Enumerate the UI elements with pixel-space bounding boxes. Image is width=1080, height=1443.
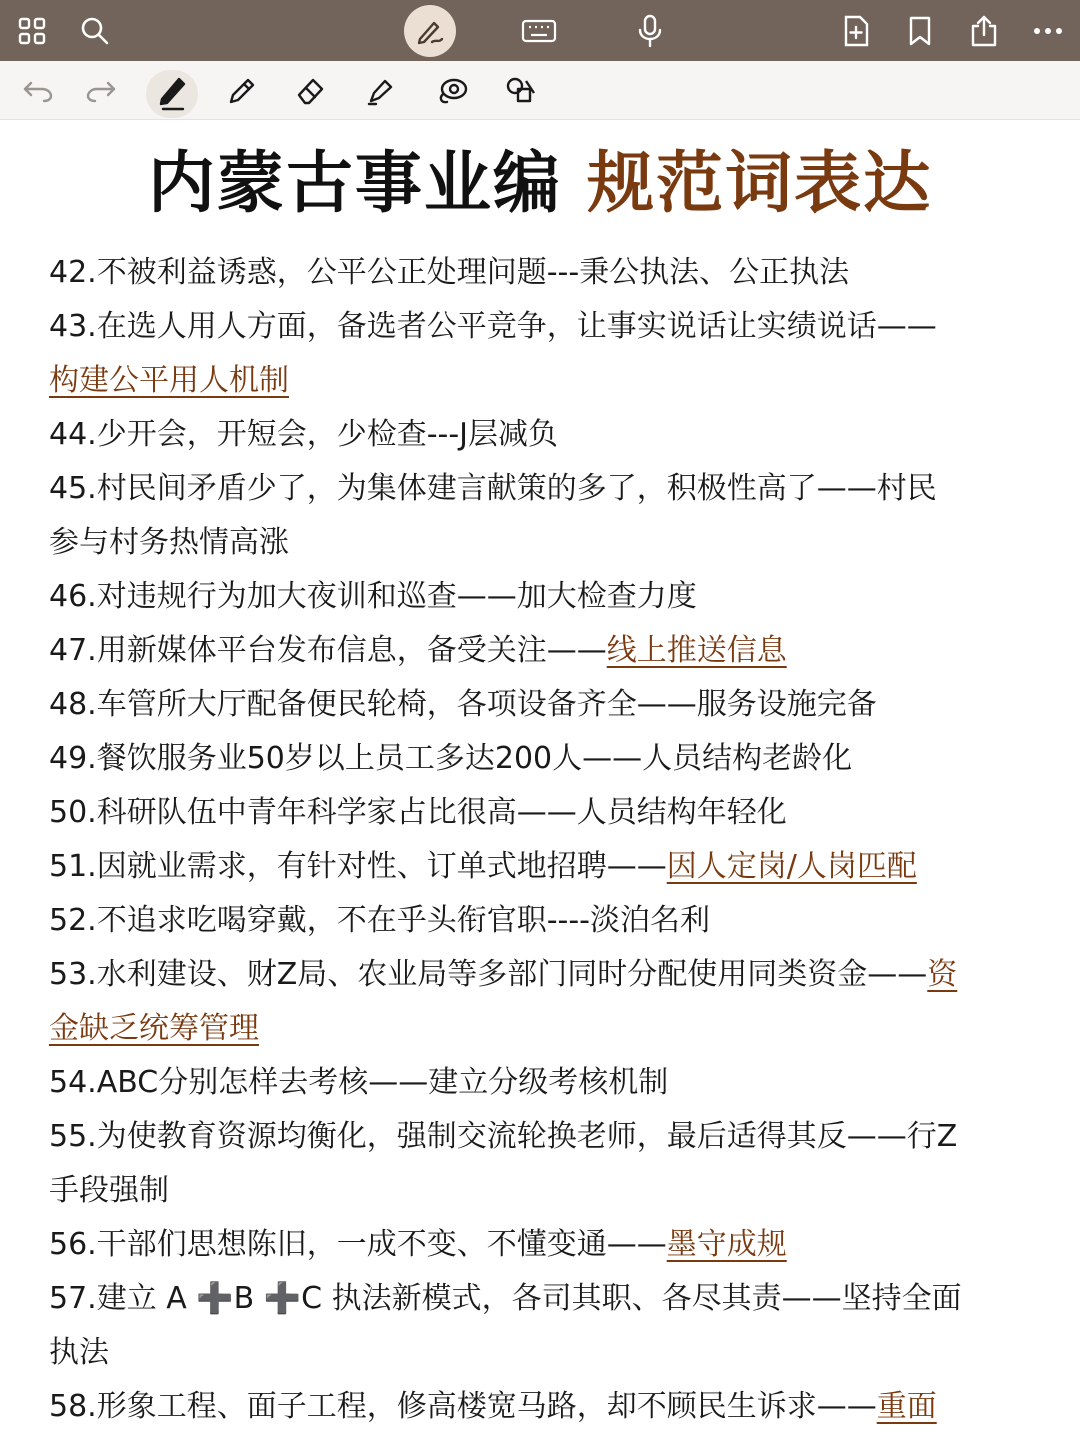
search-icon[interactable]	[74, 10, 116, 52]
title-part-2: 规范词表达	[587, 144, 933, 222]
note-content	[49, 246, 1039, 1434]
note-line: 48.车管所大厅配备便民轮椅，各项设备齐全——服务设施完备	[49, 687, 877, 722]
note-line: 45.村民间矛盾少了，为集体建言献策的多了，积极性高了——村民	[49, 471, 937, 506]
note-line: 50.科研队伍中青年科学家占比很高——人员结构年轻化	[49, 795, 787, 830]
note-line: 执法	[49, 1335, 109, 1370]
note-line: 54.ABC分别怎样去考核——建立分级考核机制	[49, 1065, 669, 1100]
highlight-term: 线上推送信息	[606, 633, 787, 668]
note-line: 46.对违规行为加大夜训和巡查——加大检查力度	[49, 579, 697, 614]
bookmark-icon[interactable]	[899, 10, 941, 52]
add-page-icon[interactable]	[835, 10, 877, 52]
note-line: 参与村务热情高涨	[49, 525, 289, 560]
highlight-term: 重面	[876, 1389, 937, 1424]
highlight-term: 墨守成规	[666, 1227, 787, 1262]
redo-icon[interactable]	[80, 70, 122, 112]
shapes-icon[interactable]	[500, 70, 542, 112]
highlight-term: 因人定岗/人岗匹配	[666, 849, 917, 884]
note-line	[49, 354, 1039, 408]
note-line: 55.为使教育资源均衡化，强制交流轮换老师，最后适得其反——行Z	[49, 1119, 958, 1154]
highlight-term: 资	[927, 957, 958, 992]
note-line	[49, 1002, 1039, 1056]
note-line: 43.在选人用人方面，备选者公平竞争，让事实说话让实绩说话——	[49, 309, 937, 344]
highlight-term: 构建公平用人机制	[49, 363, 289, 398]
highlight-term: 金缺乏统筹管理	[49, 1011, 259, 1046]
title-part-1: 内蒙古事业编	[147, 144, 588, 222]
pencil-icon[interactable]	[221, 70, 263, 112]
note-line: 57.建立 A ➕B ➕C 执法新模式，各司其职、各尽其责——坚持全面	[49, 1281, 962, 1316]
pen-tool-icon[interactable]	[151, 70, 193, 112]
lasso-icon[interactable]	[431, 70, 473, 112]
page-title	[0, 138, 1080, 228]
note-line: 51.因就业需求，有针对性、订单式地招聘——因人定岗/人岗匹配	[49, 849, 917, 884]
note-line: 42.不被利益诱惑，公平公正处理问题---秉公执法、公正执法	[49, 255, 850, 290]
note-line: 44.少开会，开短会，少检查---J层减负	[49, 417, 559, 452]
eraser-icon[interactable]	[290, 70, 332, 112]
note-line: 53.水利建设、财Z局、农业局等多部门同时分配使用同类资金——资	[49, 957, 958, 992]
more-icon[interactable]	[1027, 10, 1069, 52]
note-line: 58.形象工程、面子工程，修高楼宽马路，却不顾民生诉求——重面	[49, 1389, 937, 1424]
share-icon[interactable]	[963, 10, 1005, 52]
undo-icon[interactable]	[17, 70, 59, 112]
note-line: 手段强制	[49, 1173, 169, 1208]
note-line: 47.用新媒体平台发布信息，备受关注——线上推送信息	[49, 633, 787, 668]
note-line: 52.不追求吃喝穿戴，不在乎头衔官职----淡泊名利	[49, 903, 711, 938]
grid-icon[interactable]	[11, 10, 53, 52]
pen-mode-icon[interactable]	[404, 5, 456, 57]
highlighter-icon[interactable]	[360, 70, 402, 112]
note-line: 49.餐饮服务业50岁以上员工多达200人——人员结构老龄化	[49, 741, 853, 776]
note-line: 56.干部们思想陈旧，一成不变、不懂变通——墨守成规	[49, 1227, 787, 1262]
microphone-icon[interactable]	[629, 10, 671, 52]
keyboard-icon[interactable]	[518, 10, 560, 52]
